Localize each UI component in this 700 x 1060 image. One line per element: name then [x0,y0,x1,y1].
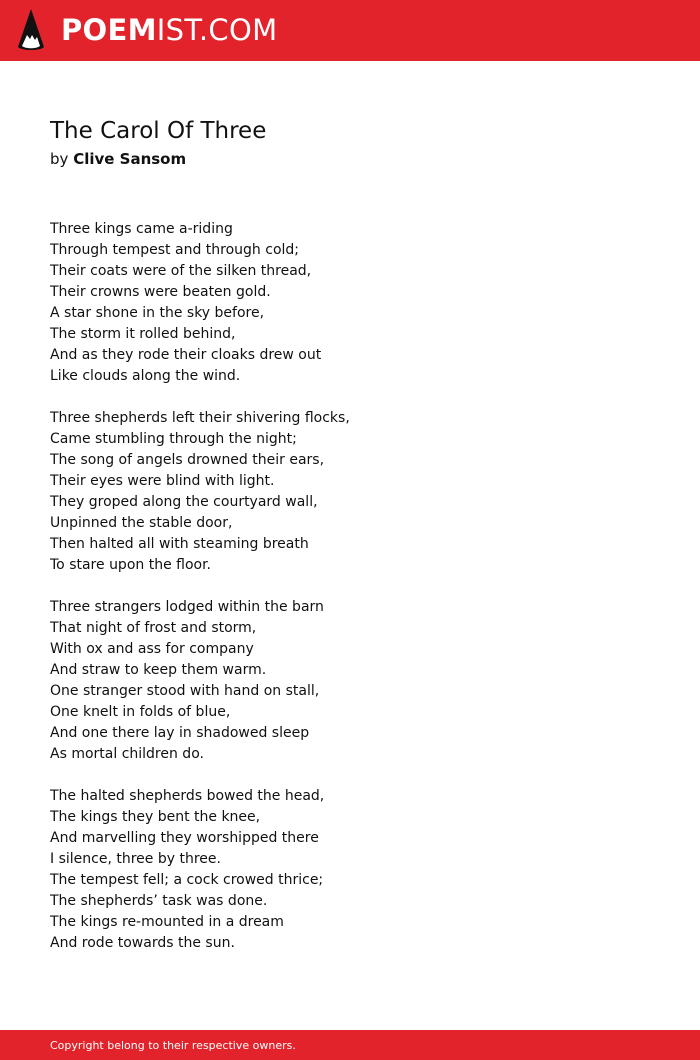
logo-text-light: IST.COM [156,13,278,47]
logo-text-bold: POEM [61,13,157,47]
poem-line: To stare upon the floor. [50,557,212,573]
site-logo-text [61,9,277,51]
poem-line: Their coats were of the silken thread, [50,263,312,279]
poem-line: Three kings came a-riding [50,221,233,237]
poem-line: And rode towards the sun. [50,935,235,951]
by-label: by [50,150,69,168]
poem-line: The storm it rolled behind, [50,326,236,342]
poem-line: And straw to keep them warm. [50,662,267,678]
site-logo[interactable] [18,9,277,51]
poem-line: One stranger stood with hand on stall, [50,683,320,699]
poem-line: A star shone in the sky before, [50,305,265,321]
poem-line: The song of angels drowned their ears, [50,452,325,468]
stanza-4 [50,786,650,954]
poem-line: Their crowns were beaten gold. [50,284,271,300]
poem-line: The halted shepherds bowed the head, [50,788,325,804]
poem-line: The shepherds’ task was done. [50,893,268,909]
poem-line: With ox and ass for company [50,641,254,657]
poem-line: Unpinned the stable door, [50,515,233,531]
poem-line: That night of frost and storm, [50,620,257,636]
stanza-2 [50,408,650,576]
stanza-3 [50,597,650,765]
poem-line: The tempest fell; a cock crowed thrice; [50,872,324,888]
poem-line: They groped along the courtyard wall, [50,494,318,510]
byline [50,148,186,170]
poem-line: Three shepherds left their shivering flocks, [50,410,350,426]
poem-line: Like clouds along the wind. [50,368,241,384]
poem-line: The kings re-mounted in a dream [50,914,284,930]
poem-line: Their eyes were blind with light. [50,473,275,489]
pencil-tip-icon [18,9,44,51]
stanza-1 [50,219,650,387]
poem-line: Three strangers lodged within the barn [50,599,324,615]
site-header [0,0,700,61]
poem-line: I silence, three by three. [50,851,221,867]
poem-line: Came stumbling through the night; [50,431,297,447]
site-footer [0,1030,700,1060]
poem-body [50,219,650,975]
poem-line: Then halted all with steaming breath [50,536,309,552]
author-name[interactable]: Clive Sansom [73,150,187,168]
poem-line: One knelt in folds of blue, [50,704,231,720]
poem-line: As mortal children do. [50,746,204,762]
poem-line: And marvelling they worshipped there [50,830,319,846]
poem-line: And as they rode their cloaks drew out [50,347,322,363]
poem-line: Through tempest and through cold; [50,242,299,258]
poem-line: The kings they bent the knee, [50,809,261,825]
copyright-text: Copyright belong to their respective owners. [50,1039,296,1052]
poem-title: The Carol Of Three [50,118,267,144]
poem-line: And one there lay in shadowed sleep [50,725,310,741]
